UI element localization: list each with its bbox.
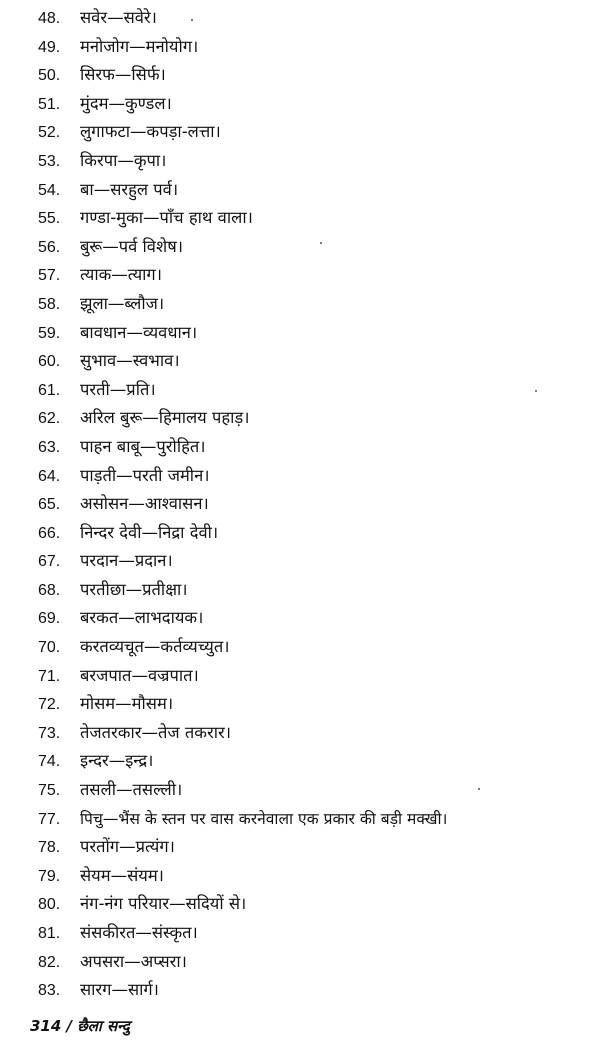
entry-text: पिचु—भैंस के स्तन पर वास करनेवाला एक प्रकार की बड़ी मक्खी। [80, 809, 448, 828]
entry-text: त्याक—त्याग। [80, 265, 162, 285]
entry-text: मोसम—मौसम। [80, 694, 174, 714]
entry-text: पाहन बाबू—पुरोहित। [80, 436, 206, 456]
page-footer: 314 / छैला सन्दु [30, 1017, 130, 1035]
glossary-entry [38, 147, 447, 176]
glossary-entry [38, 604, 447, 633]
entry-text: अरिल बुरू—हिमालय पहाड़। [80, 408, 250, 428]
entry-number: 57. [38, 267, 61, 285]
entry-number: 75. [38, 782, 61, 800]
entry-number: 82. [38, 953, 61, 971]
entry-number: 60. [38, 353, 61, 371]
glossary-entry [38, 805, 447, 834]
entry-text: मनोजोग—मनोयोग। [80, 36, 199, 56]
glossary-entry [38, 347, 447, 376]
entry-text: तेजतरकार—तेज तकरार। [80, 722, 231, 742]
glossary-entry [38, 833, 447, 862]
entry-text: बरजपात—वज्रपात। [80, 665, 199, 685]
glossary-entry [38, 890, 447, 919]
entry-number: 77. [38, 810, 61, 828]
entry-text: बा—सरहुल पर्व। [80, 179, 179, 199]
glossary-list [38, 4, 447, 1005]
scan-speck [535, 390, 537, 392]
glossary-entry [38, 547, 447, 576]
glossary-entry [38, 90, 447, 119]
entry-number: 74. [38, 753, 61, 771]
glossary-entry [38, 976, 447, 1005]
glossary-entry [38, 290, 447, 319]
entry-number: 73. [38, 724, 61, 742]
entry-number: 54. [38, 181, 61, 199]
entry-number: 72. [38, 696, 61, 714]
entry-text: गण्डा-मुका—पाँच हाथ वाला। [80, 208, 253, 228]
entry-number: 63. [38, 438, 61, 456]
entry-number: 59. [38, 324, 61, 342]
entry-text: इन्दर—इन्द्र। [80, 751, 154, 771]
entry-text: सिरफ—सिर्फ। [80, 65, 166, 85]
glossary-entry [38, 862, 447, 891]
glossary-entry [38, 319, 447, 348]
entry-number: 83. [38, 982, 61, 1000]
entry-number: 52. [38, 124, 61, 142]
entry-text: सवेर—सवेरे। [80, 8, 157, 27]
glossary-entry [38, 404, 447, 433]
glossary-entry [38, 433, 447, 462]
entry-number: 79. [38, 867, 61, 885]
entry-number: 66. [38, 524, 61, 542]
glossary-entry [38, 919, 447, 948]
glossary-entry [38, 633, 447, 662]
entry-text: बरकत—लाभदायक। [80, 608, 204, 628]
glossary-entry [38, 490, 447, 519]
entry-number: 48. [38, 10, 61, 27]
glossary-entry [38, 176, 447, 205]
entry-text: परदान—प्रदान। [80, 551, 173, 571]
entry-number: 78. [38, 839, 61, 857]
glossary-entry [38, 462, 447, 491]
entry-text: तसली—तसल्ली। [80, 780, 183, 800]
glossary-entry [38, 204, 447, 233]
entry-text: बावधान—व्यवधान। [80, 322, 198, 342]
glossary-entry [38, 776, 447, 805]
entry-number: 49. [38, 38, 61, 56]
entry-text: परती—प्रति। [80, 379, 156, 399]
entry-number: 55. [38, 210, 61, 228]
entry-text: सारग—सार्ग। [80, 980, 159, 1000]
entry-text: नंग-नंग परियार—सदियों से। [80, 894, 247, 914]
glossary-entry [38, 376, 447, 405]
glossary-entry [38, 261, 447, 290]
entry-number: 71. [38, 667, 61, 685]
entry-text: किरपा—कृपा। [80, 150, 167, 170]
entry-text: करतव्यचूत—कर्तव्यच्युत। [80, 637, 230, 657]
entry-text: झूला—ब्लौज। [80, 293, 165, 313]
entry-number: 50. [38, 67, 61, 85]
entry-text: अपसरा—अप्सरा। [80, 951, 187, 971]
glossary-entry [38, 690, 447, 719]
scan-speck [320, 242, 322, 244]
entry-number: 68. [38, 581, 61, 599]
scan-speck [191, 19, 193, 21]
glossary-entry [38, 662, 447, 691]
scan-speck [478, 788, 480, 790]
entry-text: बुरू—पर्व विशेष। [80, 236, 183, 256]
glossary-entry [38, 576, 447, 605]
glossary-entry [38, 948, 447, 977]
entry-number: 65. [38, 496, 61, 514]
entry-number: 62. [38, 410, 61, 428]
entry-number: 70. [38, 639, 61, 657]
entry-text: संसकीरत—संस्कृत। [80, 923, 198, 942]
entry-number: 80. [38, 896, 61, 914]
entry-number: 81. [38, 925, 61, 942]
glossary-entry [38, 233, 447, 262]
glossary-entry [38, 33, 447, 62]
entry-number: 64. [38, 467, 61, 485]
entry-text: सुभाव—स्वभाव। [80, 351, 180, 371]
glossary-entry [38, 747, 447, 776]
glossary-entry [38, 719, 447, 748]
entry-number: 58. [38, 295, 61, 313]
entry-number: 61. [38, 381, 61, 399]
entry-text: लुगाफटा—कपड़ा-लत्ता। [80, 122, 221, 142]
entry-text: निन्दर देवी—निद्रा देवी। [80, 522, 219, 542]
entry-text: सेयम—संयम। [80, 865, 164, 885]
entry-text: परतोंग—प्रत्यंग। [80, 837, 175, 857]
entry-number: 51. [38, 95, 61, 113]
entry-number: 69. [38, 610, 61, 628]
glossary-entry [38, 519, 447, 548]
entry-text: मुंदम—कुण्डल। [80, 93, 172, 113]
glossary-entry [38, 118, 447, 147]
entry-number: 56. [38, 238, 61, 256]
entry-text: परतीछा—प्रतीक्षा। [80, 579, 188, 599]
glossary-entry [38, 4, 447, 33]
entry-text: पाड़ती—परती जमीन। [80, 465, 210, 485]
entry-text: असोसन—आश्वासन। [80, 494, 209, 514]
entry-number: 53. [38, 152, 61, 170]
glossary-entry [38, 61, 447, 90]
entry-number: 67. [38, 553, 61, 571]
